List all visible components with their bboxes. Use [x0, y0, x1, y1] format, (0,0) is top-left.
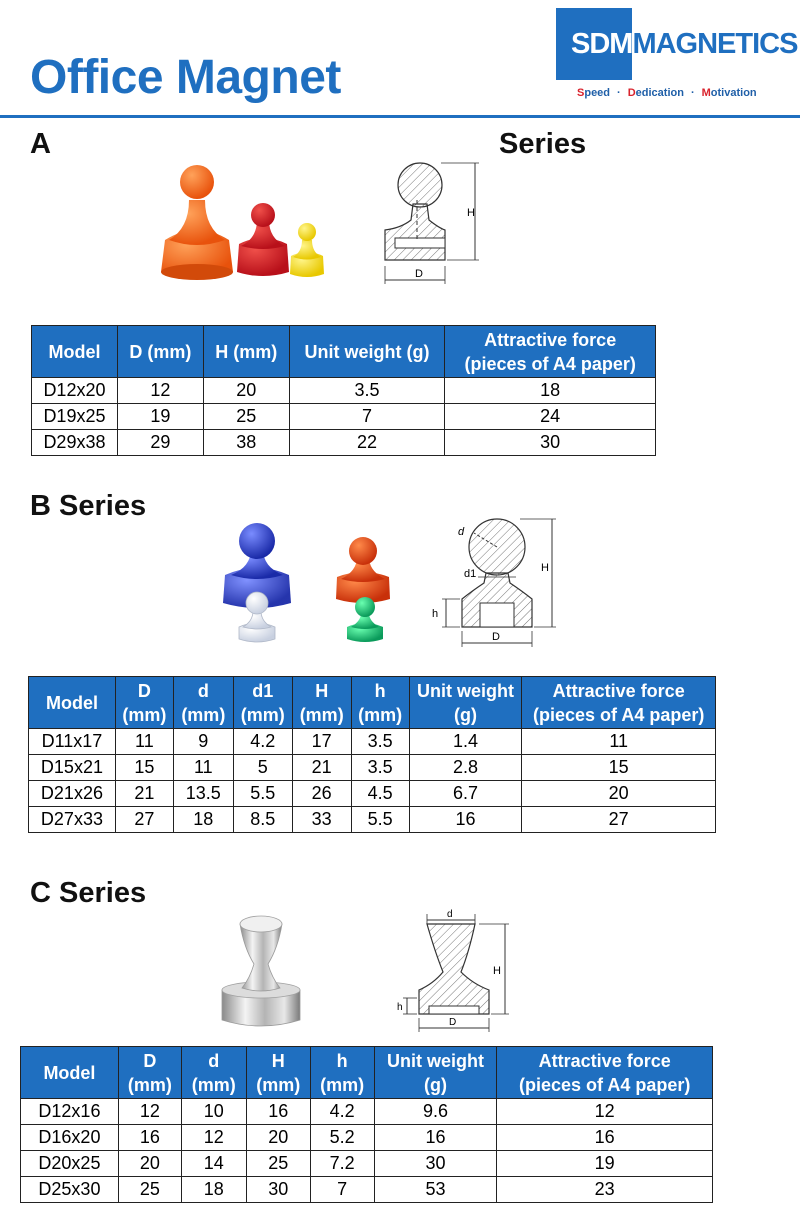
table-cell: 19 — [117, 404, 203, 430]
dim-label-D: D — [492, 631, 500, 643]
tagline-cap: S — [577, 87, 585, 99]
header-line: D — [137, 680, 151, 701]
table-cell: 18 — [181, 1177, 246, 1203]
header-line: (mm) — [181, 704, 226, 725]
header-line: d — [197, 680, 209, 701]
page-title: Office Magnet — [30, 51, 341, 104]
b-series-magnets-photo — [215, 515, 400, 655]
table-cell: 23 — [497, 1177, 713, 1203]
brand-name-b: MAGNETICS — [632, 28, 798, 60]
c-series-table — [20, 1046, 713, 1203]
dim-label-d: d — [458, 526, 465, 538]
header-line: Unit weight — [387, 1050, 484, 1071]
header-line: D — [143, 1050, 157, 1071]
header-line: (mm) — [191, 1074, 236, 1095]
header-cell: Unit weight (g) — [289, 326, 445, 378]
table-row — [21, 1099, 713, 1125]
table-cell: D29x38 — [32, 430, 118, 456]
table-cell: 25 — [118, 1177, 181, 1203]
table-cell: 9 — [173, 729, 233, 755]
table-cell: 4.5 — [351, 781, 409, 807]
header-cell — [173, 677, 233, 729]
dim-label-d: d — [447, 909, 453, 920]
table-cell: D12x20 — [32, 378, 118, 404]
brand-tagline — [577, 87, 757, 99]
header-cell — [374, 1047, 497, 1099]
header-line: (mm) — [358, 704, 403, 725]
header-line: (mm) — [299, 704, 344, 725]
tagline-dot: · — [617, 87, 621, 99]
header-line: H — [271, 1050, 285, 1071]
header-cell — [497, 1047, 713, 1099]
table-cell: 16 — [497, 1125, 713, 1151]
table-cell: D16x20 — [21, 1125, 119, 1151]
table-cell: 22 — [289, 430, 445, 456]
table-cell: 53 — [374, 1177, 497, 1203]
table-cell: 13.5 — [173, 781, 233, 807]
dim-label-H: H — [493, 965, 501, 977]
tagline-cap: D — [627, 87, 636, 99]
table-cell: 10 — [181, 1099, 246, 1125]
table-row — [21, 1125, 713, 1151]
table-cell: 30 — [246, 1177, 310, 1203]
section-a-title-right: Series — [499, 128, 587, 160]
table-row — [32, 430, 656, 456]
header-line: Attractive force — [538, 1050, 671, 1071]
table-cell: 15 — [522, 755, 716, 781]
table-cell: 25 — [246, 1151, 310, 1177]
table-header-row — [32, 326, 656, 378]
header-cell: H (mm) — [203, 326, 289, 378]
c-series-magnet-photo — [218, 908, 304, 1033]
table-cell: 4.2 — [233, 729, 292, 755]
header-line: (pieces of A4 paper) — [464, 353, 636, 374]
table-row — [21, 1151, 713, 1177]
table-cell: 21 — [115, 781, 173, 807]
table-row — [29, 807, 716, 833]
dim-label-h: h — [432, 608, 439, 620]
a-series-diagram — [375, 160, 495, 285]
dim-label-H: H — [467, 207, 475, 219]
table-cell: 12 — [497, 1099, 713, 1125]
header-line: (g) — [453, 704, 477, 725]
table-cell: 5.2 — [310, 1125, 374, 1151]
table-cell: 26 — [292, 781, 351, 807]
header-line: (pieces of A4 paper) — [519, 1074, 691, 1095]
header-line: H — [315, 680, 329, 701]
header-line: Unit weight — [416, 680, 514, 701]
table-cell: D20x25 — [21, 1151, 119, 1177]
table-cell: 18 — [173, 807, 233, 833]
table-cell: 25 — [203, 404, 289, 430]
header-cell — [246, 1047, 310, 1099]
table-cell: 4.2 — [310, 1099, 374, 1125]
header-line: (mm) — [127, 1074, 172, 1095]
header-line: (g) — [424, 1074, 447, 1095]
table-cell: 6.7 — [409, 781, 522, 807]
table-cell: 8.5 — [233, 807, 292, 833]
table-header-row — [29, 677, 716, 729]
table-cell: D25x30 — [21, 1177, 119, 1203]
header-cell: Model — [21, 1047, 119, 1099]
brand-logo — [571, 28, 797, 61]
b-series-table — [28, 676, 716, 833]
table-row — [29, 755, 716, 781]
table-cell: 27 — [115, 807, 173, 833]
header-line: Attractive force — [484, 329, 617, 350]
brand-name-a: SDM — [571, 28, 633, 60]
tagline-dot: · — [690, 87, 695, 99]
table-cell: D12x16 — [21, 1099, 119, 1125]
header-cell — [310, 1047, 374, 1099]
dim-label-d1: d1 — [464, 568, 477, 580]
table-cell: 12 — [181, 1125, 246, 1151]
table-cell: 18 — [445, 378, 656, 404]
table-cell: 3.5 — [289, 378, 445, 404]
table-cell: D27x33 — [29, 807, 116, 833]
table-cell: 15 — [115, 755, 173, 781]
header-cell — [115, 677, 173, 729]
table-cell: 19 — [497, 1151, 713, 1177]
table-cell: 20 — [203, 378, 289, 404]
table-cell: D15x21 — [29, 755, 116, 781]
tagline-word: peed — [584, 87, 611, 99]
table-cell: 16 — [409, 807, 522, 833]
tagline-word: otivation — [710, 87, 757, 99]
tagline-word: edication — [635, 87, 684, 99]
dim-label-D: D — [415, 268, 423, 280]
table-cell: 11 — [522, 729, 716, 755]
a-series-table — [31, 325, 656, 456]
table-cell: 5.5 — [351, 807, 409, 833]
section-c-title: C Series — [30, 877, 147, 909]
table-cell: 9.6 — [374, 1099, 497, 1125]
section-a-title-left: A — [30, 128, 51, 160]
table-row — [21, 1177, 713, 1203]
table-cell: 16 — [246, 1099, 310, 1125]
table-cell: 11 — [115, 729, 173, 755]
header-cell: Model — [29, 677, 116, 729]
table-row — [29, 729, 716, 755]
table-cell: D19x25 — [32, 404, 118, 430]
header-line: d — [208, 1050, 220, 1071]
table-cell: 20 — [522, 781, 716, 807]
table-cell: 16 — [374, 1125, 497, 1151]
table-cell: 24 — [445, 404, 656, 430]
dim-label-h: h — [397, 1002, 403, 1013]
table-cell: D11x17 — [29, 729, 116, 755]
header-line: (pieces of A4 paper) — [532, 704, 705, 725]
header-line: (mm) — [256, 1074, 301, 1095]
table-cell: 11 — [173, 755, 233, 781]
b-series-diagram — [430, 515, 565, 650]
tagline-cap: M — [701, 87, 711, 99]
table-cell: 1.4 — [409, 729, 522, 755]
header-line: h — [374, 680, 386, 701]
table-header-row — [21, 1047, 713, 1099]
table-cell: 17 — [292, 729, 351, 755]
table-cell: 38 — [203, 430, 289, 456]
table-cell: D21x26 — [29, 781, 116, 807]
table-cell: 2.8 — [409, 755, 522, 781]
table-row — [32, 404, 656, 430]
table-cell: 3.5 — [351, 755, 409, 781]
table-cell: 16 — [118, 1125, 181, 1151]
table-cell: 27 — [522, 807, 716, 833]
header-divider — [0, 115, 800, 118]
table-row — [29, 781, 716, 807]
table-cell: 14 — [181, 1151, 246, 1177]
table-cell: 7.2 — [310, 1151, 374, 1177]
table-cell: 20 — [246, 1125, 310, 1151]
header-cell — [233, 677, 292, 729]
c-series-diagram — [395, 906, 520, 1036]
header-line: h — [336, 1050, 348, 1071]
table-cell: 20 — [118, 1151, 181, 1177]
header-line: Attractive force — [552, 680, 685, 701]
table-cell: 21 — [292, 755, 351, 781]
header-cell — [118, 1047, 181, 1099]
table-cell: 7 — [289, 404, 445, 430]
table-cell: 29 — [117, 430, 203, 456]
header-line: (mm) — [122, 704, 167, 725]
table-cell: 12 — [117, 378, 203, 404]
section-b-title: B Series — [30, 490, 147, 522]
table-cell: 30 — [374, 1151, 497, 1177]
table-cell: 5 — [233, 755, 292, 781]
table-cell: 30 — [445, 430, 656, 456]
header-cell: D (mm) — [117, 326, 203, 378]
table-cell: 12 — [118, 1099, 181, 1125]
a-series-magnets-photo — [155, 160, 330, 285]
header-cell — [292, 677, 351, 729]
header-line: (mm) — [320, 1074, 365, 1095]
header-cell: Model — [32, 326, 118, 378]
table-cell: 5.5 — [233, 781, 292, 807]
header-cell — [351, 677, 409, 729]
table-row — [32, 378, 656, 404]
header-cell — [409, 677, 522, 729]
table-cell: 7 — [310, 1177, 374, 1203]
header-line: (mm) — [240, 704, 285, 725]
table-cell: 33 — [292, 807, 351, 833]
header-line: d1 — [252, 680, 274, 701]
dim-label-D: D — [449, 1017, 457, 1028]
dim-label-H: H — [541, 562, 549, 574]
header-cell — [445, 326, 656, 378]
header-cell — [181, 1047, 246, 1099]
table-cell: 3.5 — [351, 729, 409, 755]
header-cell — [522, 677, 716, 729]
